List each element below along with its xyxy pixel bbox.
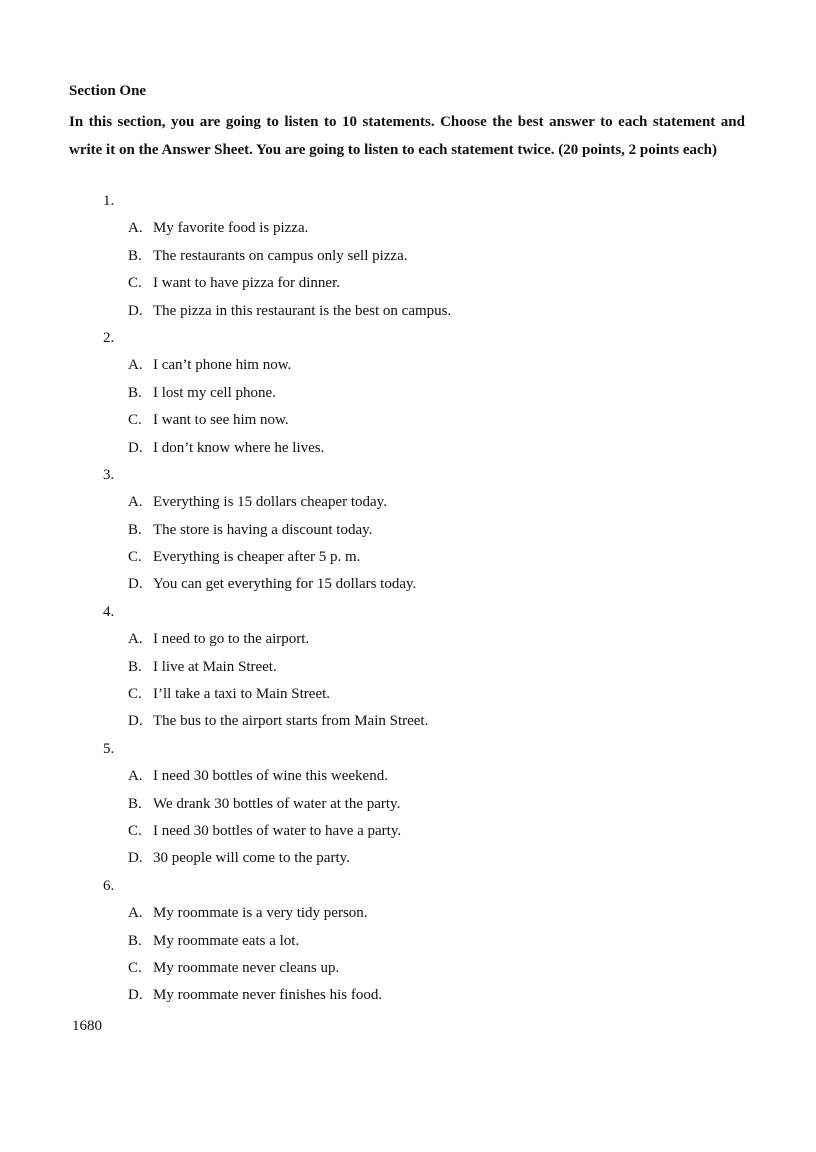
option-text: I need 30 bottles of wine this weekend. <box>153 768 388 785</box>
option-letter: B. <box>128 795 142 812</box>
question-number: 5. <box>103 740 115 757</box>
option-text: My roommate never finishes his food. <box>153 987 383 1004</box>
option-text: My roommate is a very tidy person. <box>153 905 368 922</box>
answer-option <box>0 574 816 601</box>
question-number: 1. <box>103 193 115 209</box>
option-text: I can’t phone him now. <box>153 357 292 374</box>
option-letter: C. <box>128 822 142 839</box>
option-letter: A. <box>128 494 143 511</box>
option-text: My roommate eats a lot. <box>153 932 300 949</box>
answer-option <box>0 958 816 985</box>
option-text: You can get everything for 15 dollars today. <box>153 576 417 593</box>
option-text: I need 30 bottles of water to have a party. <box>153 822 402 839</box>
answer-option <box>0 821 816 848</box>
option-letter: C. <box>128 549 142 566</box>
answer-option <box>0 218 816 245</box>
question-number: 2. <box>103 329 115 346</box>
option-text: We drank 30 bottles of water at the party. <box>153 795 401 812</box>
answer-option <box>0 629 816 656</box>
answer-option <box>0 301 816 328</box>
option-text: The bus to the airport starts from Main Street. <box>153 713 429 730</box>
answer-option <box>0 931 816 958</box>
answer-option <box>0 766 816 793</box>
option-text: The pizza in this restaurant is the best on campus. <box>153 302 452 319</box>
option-text: I need to go to the airport. <box>153 631 310 648</box>
option-letter: A. <box>128 631 143 648</box>
option-letter: D. <box>128 439 143 456</box>
option-text: The restaurants on campus only sell pizza. <box>153 247 408 264</box>
answer-option <box>0 794 816 821</box>
option-text: I don’t know where he lives. <box>153 439 325 456</box>
answer-option <box>0 684 816 711</box>
option-letter: C. <box>128 412 142 429</box>
option-letter: B. <box>128 521 142 538</box>
question-number: 3. <box>103 466 115 483</box>
answer-option <box>0 520 816 547</box>
option-text: Everything is 15 dollars cheaper today. <box>153 494 387 511</box>
answer-option <box>0 492 816 519</box>
option-text: My favorite food is pizza. <box>153 220 309 237</box>
option-text: I want to have pizza for dinner. <box>153 275 341 292</box>
option-letter: B. <box>128 247 142 264</box>
option-letter: C. <box>128 686 142 703</box>
answer-option <box>0 985 816 1012</box>
option-text: Everything is cheaper after 5 p. m. <box>153 549 361 566</box>
option-text: I’ll take a taxi to Main Street. <box>153 686 331 703</box>
answer-option <box>0 848 816 875</box>
option-letter: C. <box>128 959 142 976</box>
answer-option <box>0 547 816 574</box>
option-text: I live at Main Street. <box>153 658 277 675</box>
question-number: 6. <box>103 877 115 894</box>
page-number: 1680 <box>72 1018 102 1034</box>
answer-option <box>0 273 816 300</box>
option-letter: A. <box>128 768 143 785</box>
question-list <box>0 191 816 1013</box>
option-letter: D. <box>128 850 143 867</box>
answer-option <box>0 657 816 684</box>
option-letter: C. <box>128 275 142 292</box>
answer-option <box>0 383 816 410</box>
answer-option <box>0 903 816 930</box>
option-letter: B. <box>128 932 142 949</box>
answer-option <box>0 410 816 437</box>
option-text: I lost my cell phone. <box>153 384 276 401</box>
option-text: I want to see him now. <box>153 412 289 429</box>
answer-option <box>0 355 816 382</box>
answer-option <box>0 246 816 273</box>
option-letter: D. <box>128 987 143 1004</box>
question-number: 4. <box>103 603 115 620</box>
option-letter: D. <box>128 576 143 593</box>
section-instructions: In this section, you are going to listen to 10 statements. Choose the best answer to each statement and write it on the Answer Sheet. You are going to listen to each statement twice. (20 points, 2 points each) <box>69 114 745 158</box>
option-letter: A. <box>128 220 143 237</box>
section-title: Section One <box>69 83 147 99</box>
answer-option <box>0 438 816 465</box>
option-letter: A. <box>128 905 143 922</box>
option-text: The store is having a discount today. <box>153 521 373 538</box>
option-letter: A. <box>128 357 143 374</box>
option-letter: D. <box>128 713 143 730</box>
option-letter: D. <box>128 302 143 319</box>
option-text: My roommate never cleans up. <box>153 959 340 976</box>
option-text: 30 people will come to the party. <box>153 850 350 867</box>
answer-option <box>0 711 816 738</box>
option-letter: B. <box>128 658 142 675</box>
option-letter: B. <box>128 384 142 401</box>
